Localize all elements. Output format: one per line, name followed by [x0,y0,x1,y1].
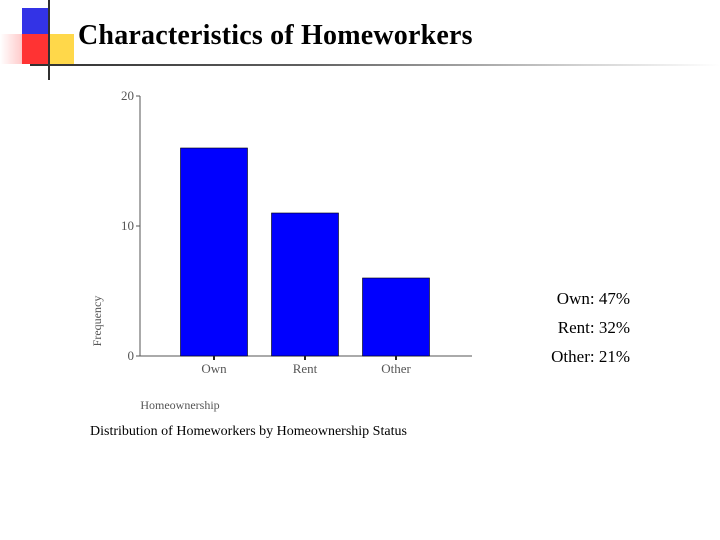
bar-other [363,278,430,356]
title-underline [30,64,720,66]
bar-own [181,148,248,356]
bar-rent [272,213,339,356]
y-tick-label: 0 [127,348,134,363]
y-tick-label: 20 [121,88,134,103]
decor-red-square [22,34,48,64]
y-tick-label: 10 [121,218,134,233]
x-axis-label: Homeownership [140,398,220,412]
decor-blue-square [22,8,48,34]
chart-caption: Distribution of Homeworkers by Homeownership Status [90,424,407,439]
percentage-other: Other: 21% [551,347,630,366]
slide-title: Characteristics of Homeworkers [78,20,473,51]
x-tick-label: Other [381,361,411,376]
x-tick-label: Own [201,361,227,376]
decor-vertical-line [48,0,50,80]
x-tick-label: Rent [292,361,318,376]
percentage-rent: Rent: 32% [557,318,630,337]
decor-yellow-square [48,34,74,64]
percentage-list [551,284,630,371]
bar-chart [80,84,480,420]
y-axis-label: Frequency [90,295,104,347]
percentage-own: Own: 47% [556,289,630,308]
